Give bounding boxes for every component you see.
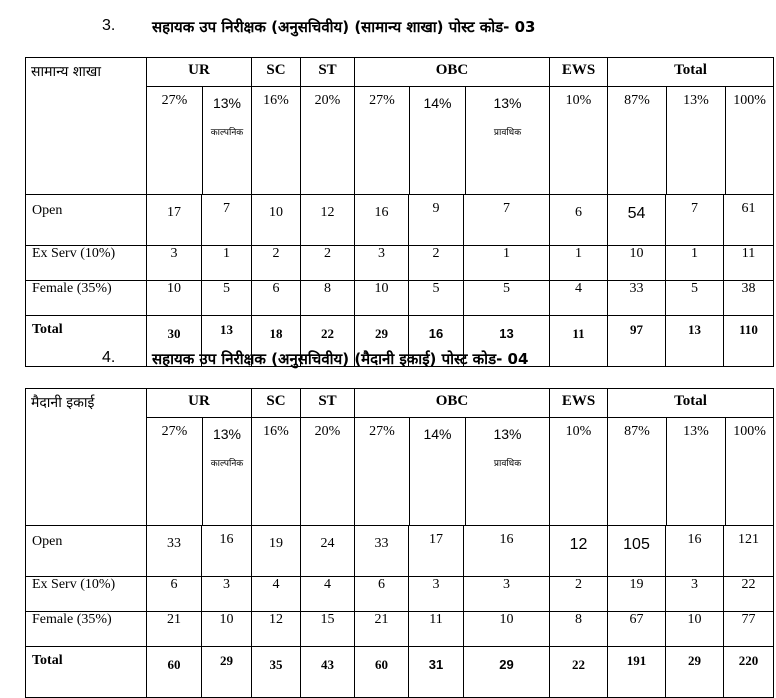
- table-cell: 6: [252, 281, 301, 316]
- table-cell: 1: [202, 246, 252, 281]
- cell-box: [608, 87, 667, 194]
- table-cell: 10: [608, 246, 666, 281]
- cell-value: 17: [429, 532, 443, 547]
- cell-box: [355, 86, 549, 194]
- table-cell: 10: [202, 612, 252, 647]
- group-obc: [355, 389, 550, 526]
- table-cell: 5: [202, 281, 252, 316]
- table-cell: [202, 526, 252, 577]
- cell-value: 6: [575, 205, 583, 220]
- cell-value: SC: [266, 62, 286, 78]
- cell-value: 29: [220, 653, 233, 668]
- cell-value: 220: [738, 653, 759, 668]
- table-cell: 38: [724, 281, 774, 316]
- table-cell: 11: [409, 612, 464, 647]
- table-cell: 3: [666, 577, 724, 612]
- cell-box: [410, 87, 466, 194]
- section-heading: [102, 349, 702, 371]
- table-cell: Ex Serv (10%): [26, 577, 147, 612]
- table-cell: 33: [608, 281, 666, 316]
- table-cell: 6: [355, 577, 409, 612]
- table-cell: [550, 647, 608, 698]
- table-row: [26, 195, 774, 246]
- table-cell: [464, 195, 550, 246]
- cell-value: ST: [318, 62, 337, 78]
- cell-value: 16%: [263, 424, 289, 439]
- table-cell: 3: [464, 577, 550, 612]
- table-cell: [252, 195, 301, 246]
- table-cell: 4: [550, 281, 608, 316]
- table-cell: [147, 195, 202, 246]
- note-label: प्रावधिक: [493, 459, 522, 469]
- table-cell: 22: [724, 577, 774, 612]
- table-cell: 12: [252, 612, 301, 647]
- cell-value: 29: [688, 653, 702, 668]
- table-cell: [147, 647, 202, 698]
- cell-value: 27%: [161, 93, 188, 108]
- section-heading: [102, 17, 702, 39]
- table-cell: [608, 647, 666, 698]
- cell-value: 27%: [161, 424, 188, 439]
- table-cell: [724, 195, 774, 246]
- cell-value: 10%: [565, 424, 592, 439]
- table-cell: 21: [355, 612, 409, 647]
- table-cell: Female (35%): [26, 281, 147, 316]
- table-cell: [409, 195, 464, 246]
- cell-value: 16: [374, 205, 389, 220]
- percent-cell: [203, 87, 251, 194]
- cell-value: 16: [687, 532, 702, 547]
- cell-value: OBC: [435, 393, 469, 409]
- table-cell: [301, 526, 355, 577]
- cell-value: 14%: [423, 95, 452, 111]
- cell-value: 31: [428, 657, 444, 672]
- cell-value: 16: [219, 532, 234, 547]
- cell-value: 100%: [733, 93, 766, 108]
- cell-value: 13: [220, 322, 233, 337]
- cell-value: 16: [499, 532, 514, 547]
- table-cell: 21: [147, 612, 202, 647]
- table-cell: Total: [26, 316, 147, 367]
- table-cell: 2: [301, 246, 355, 281]
- cell-value: 18: [269, 326, 283, 341]
- table-cell: 1: [464, 246, 550, 281]
- table-cell: 5: [666, 281, 724, 316]
- table-row-total: [26, 647, 774, 698]
- cell-box: [667, 87, 726, 194]
- cell-value: 60: [167, 657, 181, 672]
- cell-value: 13%: [493, 426, 522, 442]
- table-cell: [409, 526, 464, 577]
- cell-box: [147, 418, 203, 525]
- cell-value: 27%: [369, 93, 395, 108]
- cell-box: [608, 418, 667, 525]
- group-obc: [355, 58, 550, 195]
- cell-box: [147, 417, 251, 525]
- cell-value: 14%: [423, 426, 452, 442]
- table-cell: [666, 526, 724, 577]
- cell-value: 87%: [624, 424, 650, 439]
- table-cell: 4: [252, 577, 301, 612]
- cell-value: 110: [739, 322, 758, 337]
- table-cell: 1: [666, 246, 724, 281]
- note-label: काल्पनिक: [210, 128, 244, 138]
- cell-value: 29: [375, 326, 388, 341]
- cell-value: 43: [321, 657, 334, 672]
- table-cell: [252, 647, 301, 698]
- cell-box: [726, 418, 773, 525]
- table-cell: [550, 195, 608, 246]
- table-cell: 10: [355, 281, 409, 316]
- table-cell: 1: [550, 246, 608, 281]
- cell-box: [252, 417, 300, 525]
- cell-box: [667, 418, 726, 525]
- table-cell: Ex Serv (10%): [26, 246, 147, 281]
- table-cell: [301, 647, 355, 698]
- cell-value: 13%: [683, 424, 709, 439]
- cell-value: 22: [321, 326, 334, 341]
- table-row: [26, 281, 774, 316]
- cell-value: 13: [499, 326, 514, 341]
- cell-value: Total: [674, 393, 707, 409]
- table-row: [26, 526, 774, 577]
- table-row: [26, 577, 774, 612]
- group-ews: [550, 58, 608, 195]
- cell-box: [466, 418, 549, 525]
- cell-value: 13%: [493, 95, 522, 111]
- cell-value: 10%: [565, 93, 592, 108]
- percent-cell: [147, 87, 203, 194]
- table-cell: [252, 526, 301, 577]
- table-cell: [301, 195, 355, 246]
- cell-value: 13: [688, 322, 702, 337]
- cell-value: 29: [499, 657, 514, 672]
- cell-value: 30: [167, 326, 181, 341]
- cell-value: 7: [503, 201, 510, 216]
- post-title: सहायक उप निरीक्षक (अनुसचिवीय) (सामान्य शाखा) पोस्ट कोड- 03: [152, 18, 536, 36]
- post-title: सहायक उप निरीक्षक (अनुसचिवीय) (मैदानी इकाई) पोस्ट कोड- 04: [152, 350, 529, 368]
- cell-value: 12: [569, 536, 588, 553]
- cell-value: 13%: [683, 93, 709, 108]
- table-cell: 2: [550, 577, 608, 612]
- table-cell: [464, 526, 550, 577]
- cell-box: [410, 418, 466, 525]
- cell-value: 105: [623, 536, 650, 553]
- group-ur: [147, 389, 252, 526]
- cell-value: 60: [375, 657, 388, 672]
- table-cell: 2: [252, 246, 301, 281]
- cell-box: [608, 86, 773, 194]
- cell-value: 13%: [212, 95, 242, 111]
- cell-value: 12: [320, 205, 335, 220]
- table-cell: 15: [301, 612, 355, 647]
- cell-value: 11: [572, 326, 585, 341]
- cell-value: 19: [269, 536, 283, 551]
- cell-box: [608, 417, 773, 525]
- table-cell: [724, 526, 774, 577]
- cell-box: [355, 418, 410, 525]
- table-cell: Total: [26, 647, 147, 698]
- table-cell: [666, 647, 724, 698]
- cell-value: 87%: [624, 93, 650, 108]
- cell-value: Total: [674, 62, 707, 78]
- vacancy-table: [25, 57, 774, 367]
- table-cell: [724, 316, 774, 367]
- cell-value: 16%: [263, 93, 289, 108]
- cell-value: 20%: [314, 424, 341, 439]
- group-ur: [147, 58, 252, 195]
- cell-value: 33: [167, 536, 181, 551]
- cell-value: EWS: [561, 62, 596, 78]
- table-corner-label: सामान्य शाखा: [26, 58, 147, 195]
- cell-value: 7: [223, 201, 230, 216]
- table-cell: 10: [464, 612, 550, 647]
- cell-value: 97: [630, 322, 644, 337]
- cell-value: 191: [626, 653, 647, 668]
- cell-value: ST: [318, 393, 337, 409]
- table-row: [26, 612, 774, 647]
- cell-box: [252, 86, 300, 194]
- table-cell: 10: [666, 612, 724, 647]
- cell-box: [355, 87, 410, 194]
- table-cell: [202, 647, 252, 698]
- cell-value: 54: [627, 205, 646, 222]
- table-cell: 4: [301, 577, 355, 612]
- table-cell: [724, 647, 774, 698]
- table-cell: 11: [724, 246, 774, 281]
- table-cell: [608, 195, 666, 246]
- table-cell: 3: [409, 577, 464, 612]
- table-cell: Female (35%): [26, 612, 147, 647]
- table-cell: 5: [464, 281, 550, 316]
- group-st: [301, 58, 355, 195]
- table-cell: [355, 526, 409, 577]
- table-cell: 5: [409, 281, 464, 316]
- table-cell: 6: [147, 577, 202, 612]
- section-number: 4.: [102, 349, 116, 366]
- cell-box: [147, 86, 251, 194]
- cell-box: [301, 86, 354, 194]
- cell-box: [550, 86, 607, 194]
- table-cell: [550, 526, 608, 577]
- cell-box: [550, 417, 607, 525]
- cell-value: 35: [269, 657, 283, 672]
- cell-value: 20%: [314, 93, 341, 108]
- vacancy-table: [25, 388, 774, 698]
- table-cell: 77: [724, 612, 774, 647]
- cell-value: 13%: [212, 426, 242, 442]
- cell-box: [726, 87, 773, 194]
- cell-value: 22: [572, 657, 586, 672]
- table-cell: [202, 195, 252, 246]
- note-label: काल्पनिक: [210, 459, 244, 469]
- table-cell: [464, 647, 550, 698]
- table-cell: Open: [26, 195, 147, 246]
- cell-value: UR: [188, 393, 210, 409]
- cell-value: 9: [432, 201, 440, 216]
- cell-value: 7: [691, 201, 699, 216]
- cell-value: SC: [266, 393, 286, 409]
- cell-value: 27%: [369, 424, 395, 439]
- table-row: [26, 246, 774, 281]
- table-cell: 10: [147, 281, 202, 316]
- group-total: [608, 58, 774, 195]
- group-header: UR: [188, 62, 210, 78]
- cell-value: OBC: [435, 62, 469, 78]
- table-cell: [608, 526, 666, 577]
- table-corner-label: मैदानी इकाई: [26, 389, 147, 526]
- table-cell: 3: [355, 246, 409, 281]
- cell-value: 33: [374, 536, 389, 551]
- table-cell: 19: [608, 577, 666, 612]
- cell-box: [355, 417, 549, 525]
- note-label: प्रावधिक: [493, 128, 522, 138]
- cell-box: [466, 87, 549, 194]
- table-cell: [355, 647, 409, 698]
- table-cell: 67: [608, 612, 666, 647]
- table-cell: 8: [301, 281, 355, 316]
- cell-value: 61: [741, 201, 756, 216]
- cell-value: 16: [428, 326, 444, 341]
- table-cell: [355, 195, 409, 246]
- group-st: [301, 389, 355, 526]
- group-total: [608, 389, 774, 526]
- table-cell: Open: [26, 526, 147, 577]
- table-cell: 8: [550, 612, 608, 647]
- table-cell: [409, 647, 464, 698]
- cell-box: [301, 417, 354, 525]
- cell-value: 100%: [733, 424, 766, 439]
- table-cell: 2: [409, 246, 464, 281]
- cell-value: EWS: [561, 393, 596, 409]
- table-cell: 3: [147, 246, 202, 281]
- group-sc: [252, 58, 301, 195]
- cell-value: 17: [167, 205, 181, 220]
- cell-value: 121: [738, 532, 760, 547]
- group-sc: [252, 389, 301, 526]
- cell-value: 10: [269, 205, 283, 220]
- table-cell: 3: [202, 577, 252, 612]
- table-cell: [147, 526, 202, 577]
- cell-value: 24: [320, 536, 335, 551]
- group-ews: [550, 389, 608, 526]
- section-number: 3.: [102, 17, 116, 34]
- cell-box: [203, 418, 251, 525]
- table-cell: [666, 195, 724, 246]
